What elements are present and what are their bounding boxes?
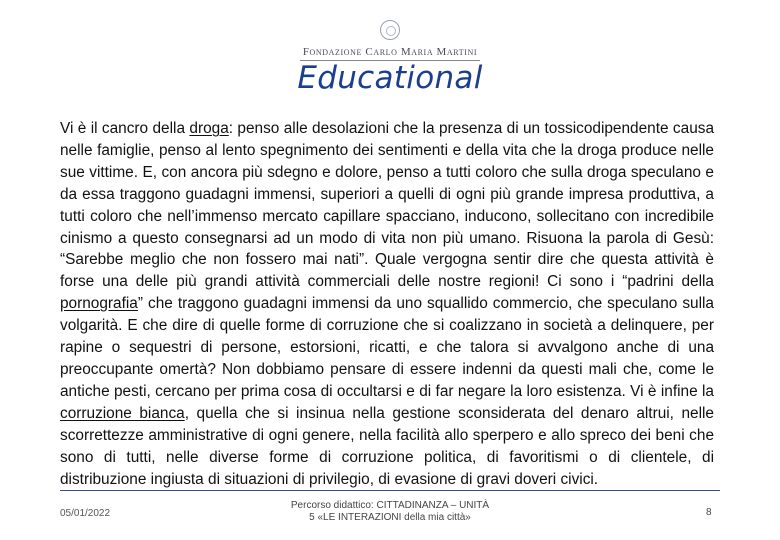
text-segment: ” che traggono guadagni immensi da uno squallido commercio, che speculano sulla volgarità. E che dire di quelle forme di corruzione che si coalizzano in società a delinquere, per rapine o sequestri di persone, estorsioni, ricatti, e che talora si avvalgono anche di una preoccupante omertà? Non dobbiamo pensare di essere indenni da questi mali che, come le antiche pesti, cercano per prima cosa di occultarsi e di far negare la loro esistenza. Vi è infine la: [60, 295, 714, 400]
body-paragraph: [60, 118, 714, 490]
header: [0, 0, 780, 110]
text-segment: , quella che si insinua nella gestione sconsiderata del denaro altrui, nelle scorrettezze amministrative di ogni genere, nella facilità allo sperpero e allo spreco dei beni che sono di tutti, nelle diverse forme di corruzione politica, di favoritismi o di clientele, di distribuzione ingiusta di situazioni di privilegio, di evasione di gravi doveri civici.: [60, 404, 714, 488]
text-segment: : penso alle desolazioni che la presenza di un tossicodipendente causa nelle famiglie, penso al lento spegnimento dei sentimenti e della vita che la droga produce nelle sue vittime. E, con ancora più sdegno e dolore, penso a tutti coloro che sulla droga speculano e da essa traggono guadagni immensi, superiori a quelli di ogni più grande impresa produttiva, a tutti coloro che nell’immenso mercato capillare spacciano, inducono, sollecitano con incredibile cinismo a questo consegnarsi ad un modo di vita non più umano. Risuona la parola di Gesù: “Sarebbe meglio che non fossero mai nati”. Quale vergogna sentir dire che questa attività è forse una delle più grandi attività commerciali delle nostre regioni! Ci sono i “padrini della: [60, 120, 715, 291]
footer-course-line-1: Percorso didattico: CITTADINANZA – UNITÀ: [290, 500, 490, 511]
link-pornografia[interactable]: pornografia: [60, 295, 138, 313]
text-segment: Vi è il cancro della: [60, 120, 190, 137]
foundation-name: Fondazione Carlo Maria Martini: [302, 46, 478, 58]
link-corruzione-bianca[interactable]: corruzione bianca: [60, 404, 185, 422]
footer-course-line-2: 5 «LE INTERAZIONI della mia città»: [309, 512, 471, 523]
footer-date: 05/01/2022: [60, 508, 111, 519]
footer-course-title: [230, 500, 550, 524]
brand-logo-text: Educational: [297, 60, 483, 96]
page-number: 8: [706, 507, 712, 518]
link-droga[interactable]: droga: [189, 120, 229, 137]
foundation-seal-icon: [380, 20, 400, 40]
footer-divider: [60, 490, 720, 491]
